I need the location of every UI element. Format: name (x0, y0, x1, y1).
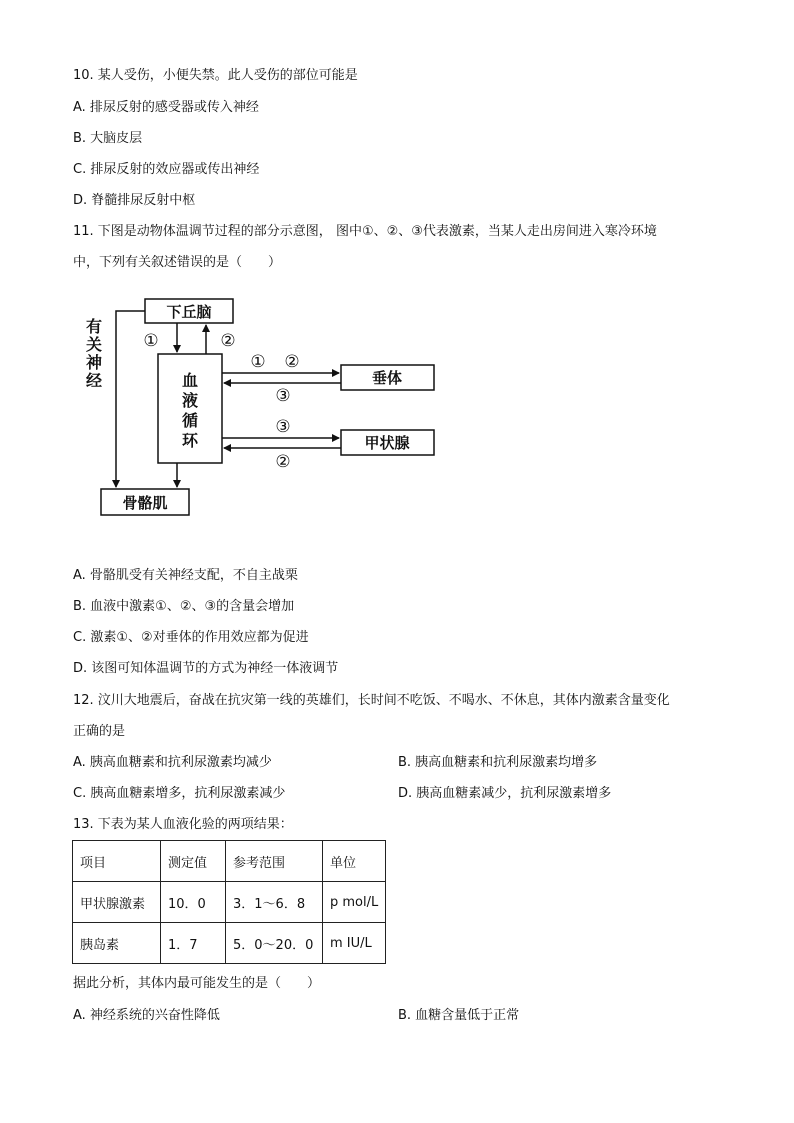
marker-1-pituitary: ① (250, 352, 266, 372)
q11-stem-line2: 中，下列有关叙述错误的是（ ） (73, 255, 282, 270)
nerve-label-char4: 经 (85, 371, 103, 390)
q12-option-b: B. 胰高血糖素和抗利尿激素均增多 (398, 755, 598, 770)
skeletal-muscle-label: 骨骼肌 (122, 494, 168, 512)
blood-label-char1: 血 (181, 371, 199, 390)
q11-option-b: B. 血液中激素①、②、③的含量会增加 (73, 599, 295, 614)
q10-option-b: B. 大脑皮层 (73, 131, 143, 146)
q10-option-d: D. 脊髓排尿反射中枢 (73, 193, 196, 208)
q13-stem: 13. 下表为某人血液化验的两项结果： (73, 817, 293, 832)
marker-2-thyroid: ② (275, 452, 291, 472)
blood-label-char4: 环 (181, 431, 199, 450)
blood-label-char2: 液 (181, 391, 199, 410)
table-header-cell: 测定值 (161, 841, 226, 882)
blood-test-table (72, 840, 386, 964)
table-cell: 胰岛素 (73, 923, 161, 964)
q12-option-a: A. 胰高血糖素和抗利尿激素均减少 (73, 755, 272, 770)
q10-option-c: C. 排尿反射的效应器或传出神经 (73, 162, 260, 177)
q11-option-d: D. 该图可知体温调节的方式为神经一体液调节 (73, 661, 339, 676)
table-row (73, 923, 386, 964)
table-header-cell: 参考范围 (226, 841, 323, 882)
table-cell: p mol/L (323, 882, 386, 923)
table-cell: 10．0 (161, 882, 226, 923)
table-cell: 甲状腺激素 (73, 882, 161, 923)
table-header-cell: 项目 (73, 841, 161, 882)
table-header-cell: 单位 (323, 841, 386, 882)
marker-1-hypothalamus: ① (143, 331, 159, 351)
marker-3-pituitary: ③ (275, 386, 291, 406)
q11-option-a: A. 骨骼肌受有关神经支配，不自主战栗 (73, 568, 298, 583)
marker-2-hypothalamus: ② (220, 331, 236, 351)
table-cell: 5．0～20．0 (226, 923, 323, 964)
thyroid-label: 甲状腺 (364, 434, 410, 452)
q13-option-b: B. 血糖含量低于正常 (398, 1008, 520, 1023)
q10-option-a: A. 排尿反射的感受器或传入神经 (73, 100, 259, 115)
table-row (73, 882, 386, 923)
nerve-label-char1: 有 (85, 317, 103, 336)
table-header-row (73, 841, 386, 882)
nerve-label-char2: 关 (85, 335, 103, 354)
q12-option-d: D. 胰高血糖素减少，抗利尿激素增多 (398, 786, 612, 801)
hypothalamus-label: 下丘脑 (166, 303, 212, 321)
q12-option-c: C. 胰高血糖素增多，抗利尿激素减少 (73, 786, 286, 801)
q11-option-c: C. 激素①、②对垂体的作用效应都为促进 (73, 630, 309, 645)
q13-option-a: A. 神经系统的兴奋性降低 (73, 1008, 220, 1023)
q10-stem: 10. 某人受伤，小便失禁。此人受伤的部位可能是 (73, 68, 358, 83)
q12-stem-line2: 正确的是 (73, 724, 126, 739)
q12-stem-line1: 12. 汶川大地震后，奋战在抗灾第一线的英雄们，长时间不吃饭、不喝水、不休息，其体内激素含量变化 (73, 693, 670, 708)
thermoregulation-diagram (78, 295, 438, 520)
arrow-nerve-to-muscle (116, 311, 145, 487)
pituitary-label: 垂体 (371, 369, 403, 387)
table-cell: 1．7 (161, 923, 226, 964)
q11-stem-line1: 11. 下图是动物体温调节过程的部分示意图， 图中①、②、③代表激素，当某人走出房间进入寒冷环境 (73, 224, 657, 239)
q13-after-table-text: 据此分析，其体内最可能发生的是（ ） (73, 976, 321, 991)
marker-3-thyroid: ③ (275, 417, 291, 437)
table-cell: 3．1～6．8 (226, 882, 323, 923)
table-cell: m IU/L (323, 923, 386, 964)
blood-label-char3: 循 (181, 411, 199, 430)
nerve-label-char3: 神 (85, 353, 103, 372)
marker-2-pituitary: ② (284, 352, 300, 372)
